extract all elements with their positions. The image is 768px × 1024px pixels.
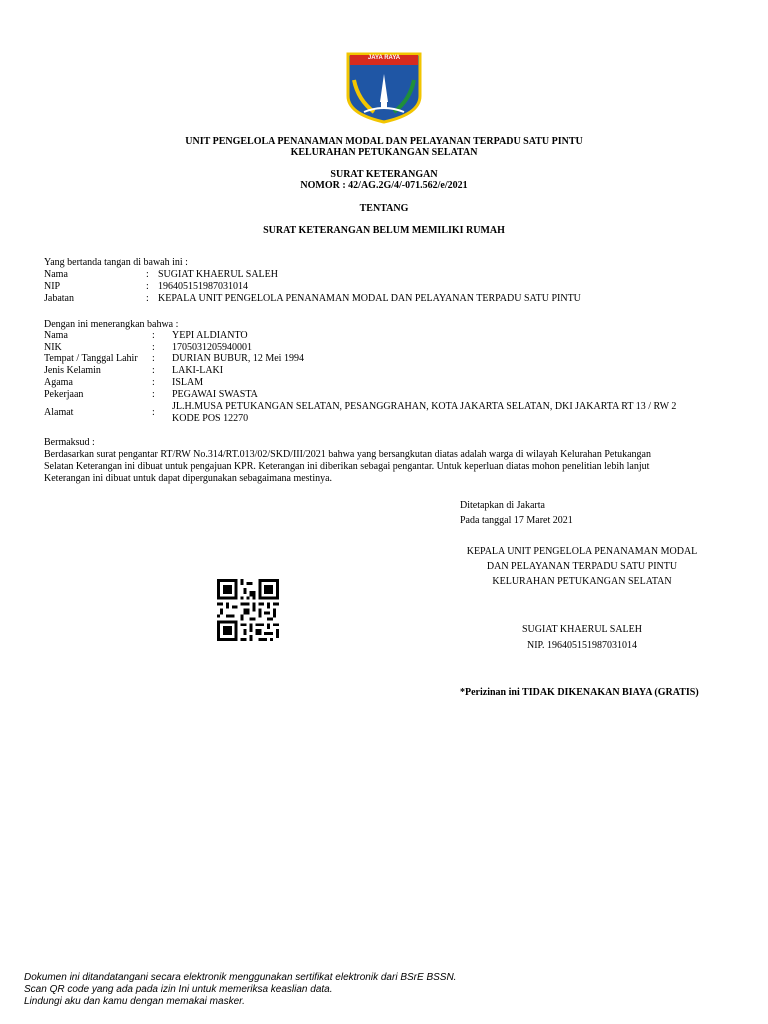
issued-date: Pada tanggal 17 Maret 2021: [460, 515, 573, 526]
signature-title-line3: KELURAHAN PETUKANGAN SELATAN: [492, 576, 672, 587]
field-value: 196405151987031014: [158, 281, 248, 292]
field-label: NIK: [44, 342, 62, 353]
purpose-label: Bermaksud :: [44, 437, 95, 448]
verification-qr-code: [216, 579, 280, 641]
signer-name: SUGIAT KHAERUL SALEH: [522, 624, 642, 635]
field-value: SUGIAT KHAERUL SALEH: [158, 269, 278, 280]
field-value: YEPI ALDIANTO: [172, 330, 248, 341]
colon: :: [152, 353, 155, 364]
purpose-line1: Berdasarkan surat pengantar RT/RW No.314/RT.013/02/SKD/III/2021 bahwa yang bersangkutan diatas adalah warga di wilayah Kelurahan Petukangan: [44, 449, 651, 460]
field-label: Alamat: [44, 407, 74, 418]
field-value: PEGAWAI SWASTA: [172, 389, 258, 400]
address-line1: JL.H.MUSA PETUKANGAN SELATAN, PESANGGRAHAN, KOTA JAKARTA SELATAN, DKI JAKARTA RT 13 / RW 2: [172, 401, 677, 412]
address-line2: KODE POS 12270: [172, 413, 249, 424]
issued-place: Ditetapkan di Jakarta: [460, 500, 545, 511]
colon: :: [152, 330, 155, 341]
field-value: ISLAM: [172, 377, 204, 388]
subject-heading: SURAT KETERANGAN BELUM MEMILIKI RUMAH: [263, 225, 505, 236]
doc-title: SURAT KETERANGAN: [330, 169, 438, 180]
field-value: 1705031205940001: [172, 342, 252, 353]
purpose-line2: Selatan Keterangan ini dibuat untuk pengajuan KPR. Keterangan ini diberikan sebagai pengantar. Untuk keperluan diatas mohon penelitian lebih lanjut: [44, 461, 650, 472]
signature-title-line1: KEPALA UNIT PENGELOLA PENANAMAN MODAL: [466, 546, 698, 557]
colon: :: [146, 281, 149, 292]
colon: :: [152, 377, 155, 388]
doc-number: NOMOR : 42/AG.2G/4/-071.562/e/2021: [300, 180, 468, 191]
colon: :: [146, 269, 149, 280]
field-value: DURIAN BUBUR, 12 Mei 1994: [172, 353, 304, 364]
colon: :: [152, 365, 155, 376]
signature-title-line2: DAN PELAYANAN TERPADU SATU PINTU: [486, 561, 678, 572]
about-heading: TENTANG: [359, 203, 409, 214]
footer-line1: Dokumen ini ditandatangani secara elektronik menggunakan sertifikat elektronik dari BSrE BSSN.: [24, 972, 457, 983]
colon: :: [152, 342, 155, 353]
colon: :: [152, 389, 155, 400]
logo-banner-text: JAYA RAYA: [367, 55, 401, 61]
field-label: Jenis Kelamin: [44, 365, 101, 376]
header-line2: KELURAHAN PETUKANGAN SELATAN: [290, 147, 478, 158]
field-label: Pekerjaan: [44, 389, 84, 400]
signer-nip: NIP. 196405151987031014: [526, 640, 637, 651]
field-label: Nama: [44, 330, 68, 341]
field-value: LAKI-LAKI: [172, 365, 224, 376]
field-label: Jabatan: [44, 293, 74, 304]
signer-intro: Yang bertanda tangan di bawah ini :: [44, 257, 188, 268]
field-value: KEPALA UNIT PENGELOLA PENANAMAN MODAL DAN PELAYANAN TERPADU SATU PINTU: [158, 293, 581, 304]
footer-line2: Scan QR code yang ada pada izin Ini untuk memeriksa keaslian data.: [24, 984, 333, 995]
footer-line3: Lindungi aku dan kamu dengan memakai masker.: [24, 996, 245, 1007]
person-intro: Dengan ini menerangkan bahwa :: [44, 319, 179, 330]
fee-note: *Perizinan ini TIDAK DIKENAKAN BIAYA (GRATIS): [460, 687, 699, 698]
purpose-line3: Keterangan ini dibuat untuk dapat dipergunakan sebagaimana mestinya.: [44, 473, 333, 484]
field-label: Tempat / Tanggal Lahir: [44, 353, 138, 364]
colon: :: [146, 293, 149, 304]
header-line1: UNIT PENGELOLA PENANAMAN MODAL DAN PELAYANAN TERPADU SATU PINTU: [185, 136, 583, 147]
field-label: Agama: [44, 377, 73, 388]
colon: :: [152, 407, 155, 418]
field-label: NIP: [44, 281, 61, 292]
field-label: Nama: [44, 269, 68, 280]
